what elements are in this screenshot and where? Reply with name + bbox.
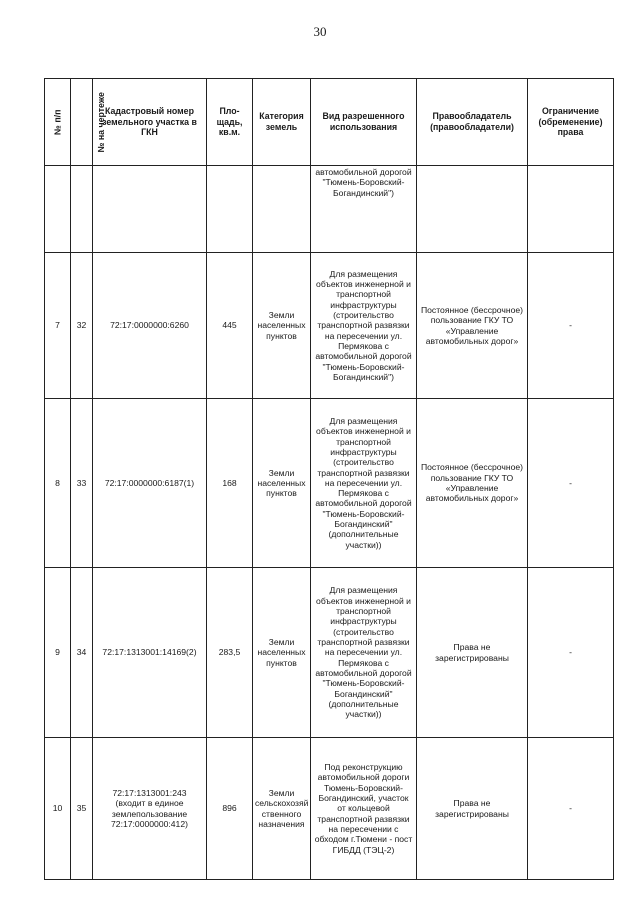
page-number: 30 bbox=[313, 24, 327, 39]
cell-num bbox=[45, 166, 71, 253]
table-row bbox=[45, 738, 614, 880]
table-row bbox=[45, 568, 614, 738]
cell-owner bbox=[417, 166, 528, 253]
cell-area: 283,5 bbox=[207, 568, 253, 738]
header-num: № п/п bbox=[45, 79, 71, 166]
cell-num: 8 bbox=[45, 399, 71, 568]
header-use: Вид разрешенного использования bbox=[311, 79, 417, 166]
cell-use: Под реконструкцию автомобильной дороги Тюмень-Боровский-Богандинский, участок от кольцевой транспортной развязки на пересечении с обходом г.Тюмени - пост ГИБДД (ТЭЦ-2) bbox=[311, 738, 417, 880]
cell-plan-num: 32 bbox=[71, 253, 93, 399]
cell-restriction bbox=[528, 166, 614, 253]
cell-plan-num: 35 bbox=[71, 738, 93, 880]
header-area: Пло-щадь, кв.м. bbox=[207, 79, 253, 166]
cell-use: автомобильной дорогой "Тюмень-Боровский-Богандинский") bbox=[311, 166, 417, 253]
cell-use: Для размещения объектов инженерной и транспортной инфраструктуры (строительство транспортной развязки на пересечении ул. Пермякова с автомобильной дорогой "Тюмень-Боровский-Богандинский" (дополнительные участки)) bbox=[311, 568, 417, 738]
cell-cadastral bbox=[93, 166, 207, 253]
cell-cadastral: 72:17:1313001:14169(2) bbox=[93, 568, 207, 738]
header-restriction: Ограничение (обременение) права bbox=[528, 79, 614, 166]
cell-plan-num bbox=[71, 166, 93, 253]
cell-area: 445 bbox=[207, 253, 253, 399]
cell-category: Земли населенных пунктов bbox=[253, 399, 311, 568]
cell-num: 10 bbox=[45, 738, 71, 880]
cell-restriction: - bbox=[528, 568, 614, 738]
cell-owner: Права не зарегистрированы bbox=[417, 568, 528, 738]
cell-owner: Постоянное (бессрочное) пользование ГКУ ТО «Управление автомобильных дорог» bbox=[417, 399, 528, 568]
cell-cadastral: 72:17:0000000:6187(1) bbox=[93, 399, 207, 568]
cell-use: Для размещения объектов инженерной и транспортной инфраструктуры (строительство транспортной развязки на пересечении ул. Пермякова с автомобильной дорогой "Тюмень-Боровский-Богандинский" (дополнительные участки)) bbox=[311, 399, 417, 568]
cell-owner: Постоянное (бессрочное) пользование ГКУ ТО «Управление автомобильных дорог» bbox=[417, 253, 528, 399]
cell-restriction: - bbox=[528, 253, 614, 399]
cell-plan-num: 34 bbox=[71, 568, 93, 738]
header-owner: Правообладатель (правообладатели) bbox=[417, 79, 528, 166]
table-row bbox=[45, 399, 614, 568]
cell-category bbox=[253, 166, 311, 253]
cell-num: 9 bbox=[45, 568, 71, 738]
cell-category: Земли населенных пунктов bbox=[253, 568, 311, 738]
cell-plan-num: 33 bbox=[71, 399, 93, 568]
table-row-continuation bbox=[45, 166, 614, 253]
table-row bbox=[45, 253, 614, 399]
cell-area bbox=[207, 166, 253, 253]
cell-cadastral: 72:17:1313001:243 (входит в единое землепользование 72:17:0000000:412) bbox=[93, 738, 207, 880]
cell-owner: Права не зарегистрированы bbox=[417, 738, 528, 880]
header-cadastral: Кадастровый номер земельного участка в ГКН bbox=[93, 79, 207, 166]
cell-category: Земли населенных пунктов bbox=[253, 253, 311, 399]
table-header-row bbox=[45, 79, 614, 166]
cell-restriction: - bbox=[528, 399, 614, 568]
cell-cadastral: 72:17:0000000:6260 bbox=[93, 253, 207, 399]
cell-area: 896 bbox=[207, 738, 253, 880]
cell-num: 7 bbox=[45, 253, 71, 399]
cell-restriction: - bbox=[528, 738, 614, 880]
cell-category: Земли сельскохозяй ственного назначения bbox=[253, 738, 311, 880]
header-category: Категория земель bbox=[253, 79, 311, 166]
cell-use: Для размещения объектов инженерной и транспортной инфраструктуры (строительство транспортной развязки на пересечении ул. Пермякова с автомобильной дорогой "Тюмень-Боровский-Богандинский") bbox=[311, 253, 417, 399]
land-plots-table bbox=[44, 78, 614, 880]
header-plan-num: № на чертеже bbox=[71, 79, 93, 166]
cell-area: 168 bbox=[207, 399, 253, 568]
